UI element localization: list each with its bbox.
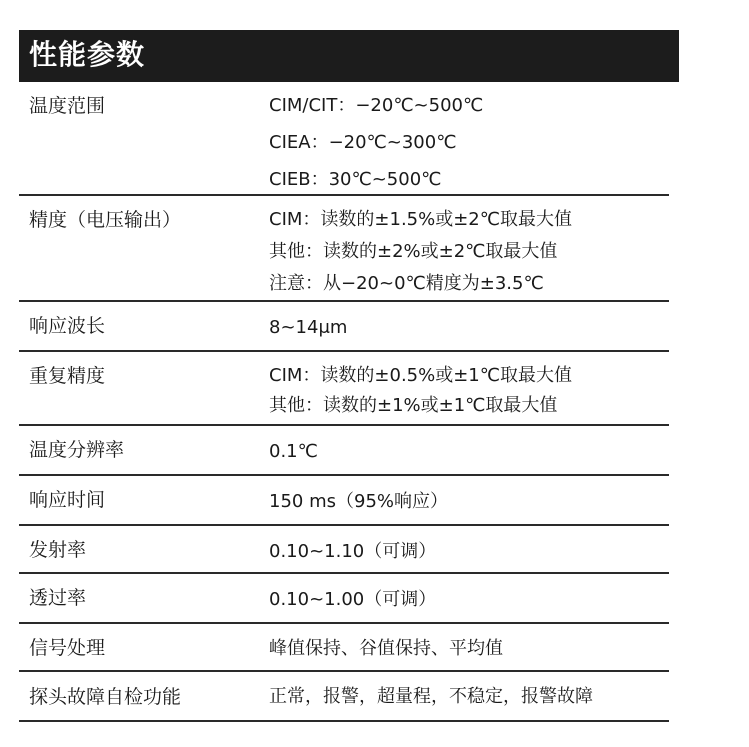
spec-label: 透过率	[29, 587, 87, 609]
spec-label: 精度（电压输出）	[29, 209, 182, 231]
spec-value: CIEB：30℃~500℃	[269, 169, 442, 190]
spec-value: 150 ms（95%响应）	[269, 491, 448, 512]
spec-value: CIM：读数的±0.5%或±1℃取最大值	[269, 365, 572, 386]
spec-value: CIEA：−20℃~300℃	[269, 132, 457, 153]
spec-row-repeatability	[19, 352, 669, 426]
spec-value: 0.10~1.10（可调）	[269, 541, 437, 562]
spec-label: 信号处理	[29, 637, 106, 659]
spec-values	[269, 208, 669, 296]
section-header	[19, 30, 679, 82]
spec-value: CIM：读数的±1.5%或±2℃取最大值	[269, 209, 572, 230]
spec-row-transmissivity	[19, 574, 669, 624]
spec-value: 注意：从−20~0℃精度为±3.5℃	[269, 273, 544, 294]
spec-value: 其他：读数的±2%或±2℃取最大值	[269, 241, 558, 262]
spec-row-signal-processing	[19, 624, 669, 672]
spec-value: CIM/CIT：−20℃~500℃	[269, 95, 484, 116]
spec-label: 响应时间	[29, 489, 106, 511]
spec-label: 探头故障自检功能	[29, 686, 182, 708]
spec-row-response-time	[19, 476, 669, 526]
spec-value: 峰值保持、谷值保持、平均值	[269, 638, 503, 659]
spec-value: 0.10~1.00（可调）	[269, 589, 437, 610]
spec-row-temperature-range	[19, 82, 669, 196]
spec-value: 0.1℃	[269, 441, 318, 462]
spec-values	[269, 316, 669, 340]
spec-values	[269, 637, 669, 661]
spec-label: 发射率	[29, 539, 87, 561]
spec-value: 8~14μm	[269, 317, 348, 338]
spec-label: 温度分辨率	[29, 439, 125, 461]
spec-row-resolution	[19, 426, 669, 476]
spec-table	[19, 82, 669, 722]
spec-values	[269, 490, 669, 514]
spec-row-accuracy	[19, 196, 669, 302]
spec-values	[269, 94, 669, 192]
spec-value: 其他：读数的±1%或±1℃取最大值	[269, 395, 558, 416]
spec-row-emissivity	[19, 526, 669, 574]
spec-values	[269, 364, 669, 418]
spec-row-self-check	[19, 672, 669, 722]
spec-row-wavelength	[19, 302, 669, 352]
spec-label: 温度范围	[29, 95, 106, 117]
spec-label: 响应波长	[29, 315, 106, 337]
section-title: 性能参数	[29, 38, 146, 71]
spec-values	[269, 588, 669, 612]
spec-values	[269, 540, 669, 564]
spec-label: 重复精度	[29, 365, 106, 387]
spec-values	[269, 685, 669, 709]
spec-values	[269, 440, 669, 464]
spec-value: 正常，报警，超量程，不稳定，报警故障	[269, 686, 593, 707]
